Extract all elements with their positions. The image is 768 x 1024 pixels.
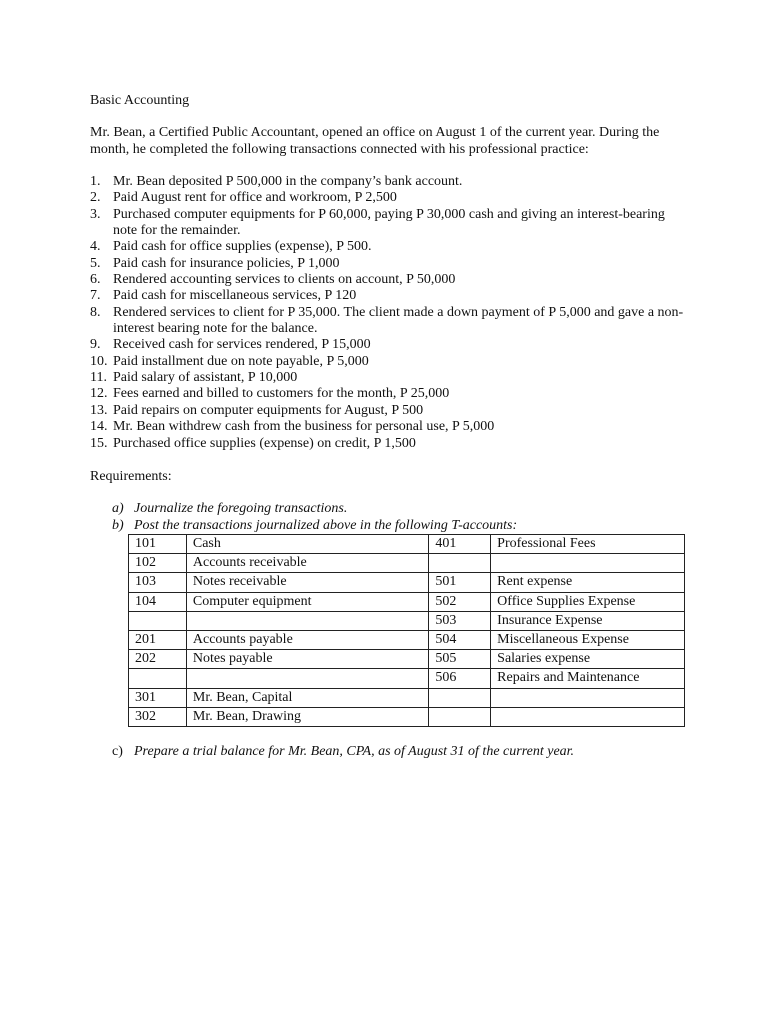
requirement-text: Journalize the foregoing transactions. [134, 501, 348, 516]
account-name-cell: Rent expense [491, 573, 685, 592]
table-row [129, 611, 685, 630]
table-row [129, 573, 685, 592]
account-number-cell: 501 [429, 573, 491, 592]
table-row [129, 707, 685, 726]
account-number-cell: 401 [429, 535, 491, 554]
account-name-cell: Notes receivable [186, 573, 428, 592]
requirements-list [112, 501, 692, 534]
account-number-cell: 201 [129, 630, 187, 649]
table-row [129, 630, 685, 649]
transaction-item [90, 288, 690, 304]
transaction-number: 6. [90, 272, 101, 288]
account-name-cell [491, 707, 685, 726]
account-name-cell: Salaries expense [491, 650, 685, 669]
transaction-item [90, 370, 690, 386]
transaction-text: Paid cash for insurance policies, P 1,000 [113, 255, 340, 271]
account-number-cell: 102 [129, 554, 187, 573]
transaction-item [90, 419, 690, 435]
account-name-cell: Insurance Expense [491, 611, 685, 630]
requirement-c-text: Prepare a trial balance for Mr. Bean, CPA, as of August 31 of the current year. [134, 744, 575, 759]
table-row [129, 688, 685, 707]
account-number-cell: 504 [429, 630, 491, 649]
transaction-text: Purchased office supplies (expense) on credit, P 1,500 [113, 435, 416, 451]
account-name-cell: Professional Fees [491, 535, 685, 554]
transaction-text: Paid repairs on computer equipments for August, P 500 [113, 402, 424, 418]
table-row [129, 554, 685, 573]
transaction-item [90, 436, 690, 452]
transaction-number: 9. [90, 337, 101, 353]
account-number-cell: 202 [129, 650, 187, 669]
account-number-cell: 101 [129, 535, 187, 554]
account-number-cell [129, 611, 187, 630]
transaction-item [90, 403, 690, 419]
transaction-text: Purchased computer equipments for P 60,000, paying P 30,000 cash and giving an interest-bearing note for the remainder. [113, 206, 665, 239]
transaction-list [90, 174, 690, 452]
account-name-cell [186, 669, 428, 688]
account-name-cell: Notes payable [186, 650, 428, 669]
account-name-cell: Accounts payable [186, 630, 428, 649]
account-name-cell: Office Supplies Expense [491, 592, 685, 611]
transaction-item [90, 190, 690, 206]
transaction-item [90, 207, 690, 240]
requirement-text: Post the transactions journalized above in the following T-accounts: [134, 517, 518, 533]
transaction-item [90, 305, 690, 338]
transaction-number: 4. [90, 239, 101, 255]
account-number-cell: 104 [129, 592, 187, 611]
account-number-cell: 506 [429, 669, 491, 688]
account-number-cell: 301 [129, 688, 187, 707]
transaction-text: Mr. Bean deposited P 500,000 in the company’s bank account. [113, 174, 463, 189]
account-number-cell [129, 669, 187, 688]
transaction-item [90, 272, 690, 288]
account-number-cell: 302 [129, 707, 187, 726]
requirement-c-label: c) [112, 744, 123, 759]
transaction-text: Paid cash for miscellaneous services, P 120 [113, 288, 357, 304]
requirements-heading: Requirements: [90, 469, 172, 484]
transaction-number: 3. [90, 206, 101, 222]
transaction-item [90, 256, 690, 272]
transaction-text: Received cash for services rendered, P 15,000 [113, 337, 371, 353]
requirement-label: b) [112, 517, 124, 533]
account-name-cell: Mr. Bean, Capital [186, 688, 428, 707]
transaction-item [90, 174, 690, 190]
account-number-cell [429, 688, 491, 707]
requirement-label: a) [112, 501, 124, 516]
account-number-cell [429, 707, 491, 726]
transaction-number: 5. [90, 255, 101, 271]
requirement-item [112, 518, 692, 535]
account-number-cell [429, 554, 491, 573]
requirement-c [112, 744, 714, 761]
intro-paragraph: Mr. Bean, a Certified Public Accountant, opened an office on August 1 of the current year. During the month, he completed the following transactions connected with his professional practice: [90, 125, 660, 157]
transaction-item [90, 337, 690, 353]
transaction-number: 12. [90, 386, 108, 402]
transaction-text: Paid salary of assistant, P 10,000 [113, 370, 298, 386]
account-number-cell: 505 [429, 650, 491, 669]
accounts-table [128, 534, 685, 727]
table-row [129, 592, 685, 611]
table-row [129, 650, 685, 669]
transaction-number: 7. [90, 288, 101, 304]
table-row [129, 669, 685, 688]
transaction-number: 14. [90, 419, 108, 435]
transaction-number: 10. [90, 353, 108, 369]
document-title: Basic Accounting [90, 93, 190, 108]
table-row [129, 535, 685, 554]
transaction-text: Paid August rent for office and workroom, P 2,500 [113, 190, 397, 206]
account-number-cell: 503 [429, 611, 491, 630]
account-name-cell: Computer equipment [186, 592, 428, 611]
account-name-cell [186, 611, 428, 630]
account-name-cell: Miscellaneous Expense [491, 630, 685, 649]
account-name-cell: Repairs and Maintenance [491, 669, 685, 688]
transaction-number: 11. [90, 370, 107, 386]
transaction-number: 1. [90, 174, 101, 189]
transaction-text: Mr. Bean withdrew cash from the business for personal use, P 5,000 [113, 419, 495, 435]
account-name-cell: Cash [186, 535, 428, 554]
account-name-cell: Accounts receivable [186, 554, 428, 573]
account-number-cell: 502 [429, 592, 491, 611]
transaction-text: Paid cash for office supplies (expense), P 500. [113, 239, 372, 255]
transaction-number: 15. [90, 435, 108, 451]
transaction-number: 13. [90, 402, 108, 418]
transaction-text: Paid installment due on note payable, P 5,000 [113, 353, 369, 369]
account-name-cell [491, 688, 685, 707]
transaction-number: 8. [90, 304, 101, 320]
account-number-cell: 103 [129, 573, 187, 592]
transaction-text: Rendered accounting services to clients on account, P 50,000 [113, 272, 456, 288]
transaction-item [90, 354, 690, 370]
requirement-item [112, 501, 692, 518]
transaction-item [90, 386, 690, 402]
transaction-text: Fees earned and billed to customers for the month, P 25,000 [113, 386, 450, 402]
account-name-cell [491, 554, 685, 573]
transaction-text: Rendered services to client for P 35,000. The client made a down payment of P 5,000 and gave a non-interest bearing note for the balance. [113, 304, 684, 337]
account-name-cell: Mr. Bean, Drawing [186, 707, 428, 726]
transaction-item [90, 239, 690, 255]
transaction-number: 2. [90, 190, 101, 206]
